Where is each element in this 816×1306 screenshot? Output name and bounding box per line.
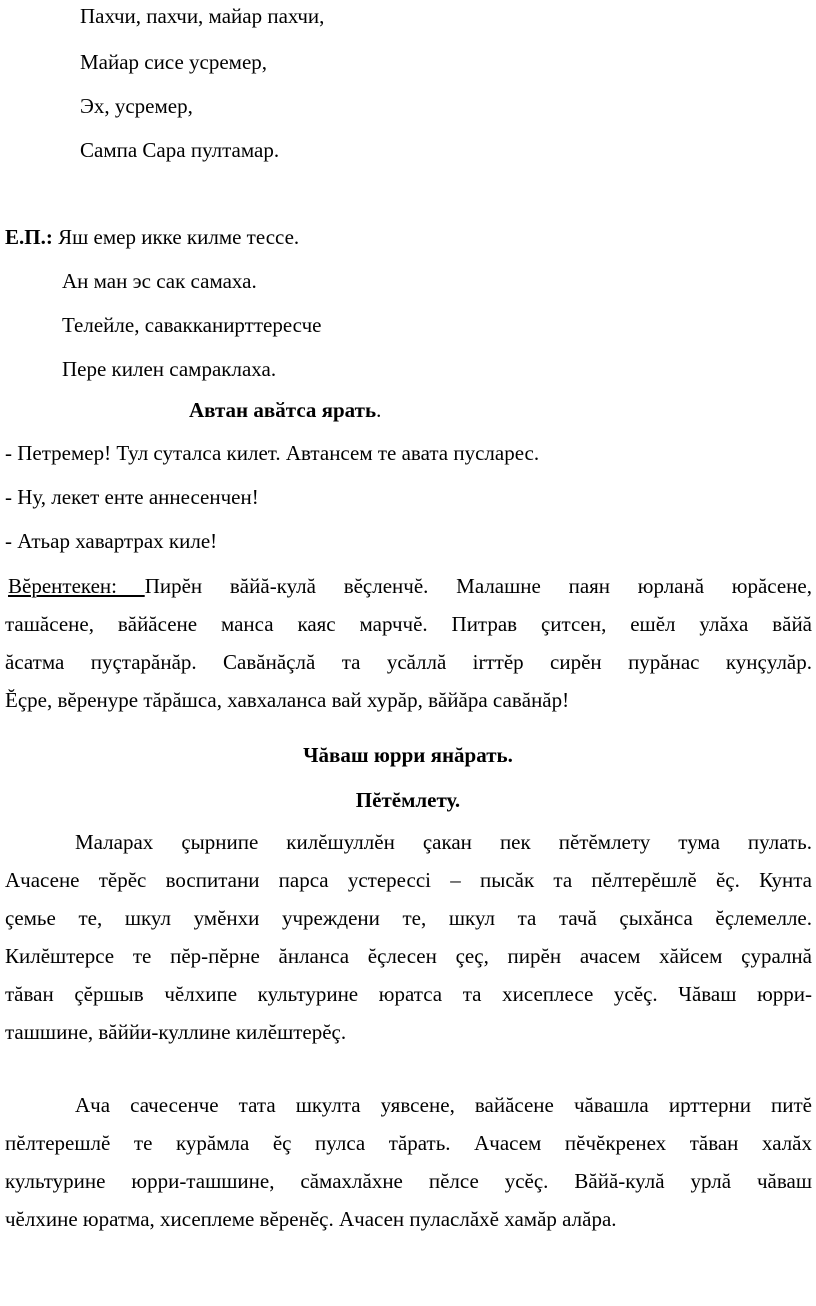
speaker-label: Е.П.:	[5, 225, 53, 249]
paragraph-line: тăван çĕршыв чĕлхипе культурине юратса та хисеплесе усĕç. Чăваш юрри-	[5, 982, 812, 1006]
speaker-line	[5, 225, 299, 249]
section-heading	[189, 398, 381, 422]
verse-line: Яш емер икке килме тессе.	[58, 225, 300, 249]
verse-line: Ан ман эс сак самаха.	[62, 269, 257, 293]
paragraph-line: çемье те, шкул умĕнхи учреждени те, шкул та тачă çыхăнса ĕçлемелле.	[5, 906, 812, 930]
heading-text: Автан авӑтса ярать	[189, 398, 377, 422]
verse-line: Телейле, савакканирттересче	[62, 313, 322, 337]
paragraph-line: ăсатма пуçтарăнăр. Савăнăçлă та усăллă irттĕр сирĕн пурăнас кунçулăр.	[5, 650, 812, 674]
heading-dot: .	[376, 398, 382, 422]
verse-line: Сампа Сара пултамар.	[80, 138, 280, 162]
paragraph-line: культурине юрри-ташшине, сăмахлăхне пĕлсе усĕç. Вăйă-кулă урлă чăваш	[5, 1169, 812, 1193]
paragraph-line: ташшине, вăййи-куллине килĕштерĕç.	[5, 1020, 347, 1044]
section-heading: Чăваш юрри янăрать.	[303, 743, 513, 767]
paragraph-line: Килĕштерсе те пĕр-пĕрне ăнланса ĕçлесен çеç, пирĕн ачасем хăйсем çуралнă	[5, 944, 812, 968]
summary-paragraph	[5, 1086, 812, 1238]
verse-line: Эх, усремер,	[80, 94, 193, 118]
summary-paragraph	[5, 823, 812, 1051]
verse-line: Майар сисе усремер,	[80, 50, 268, 74]
section-heading: Пĕтĕмлету.	[355, 788, 461, 812]
paragraph-line: ташăсене, вăйăсене манса каяс марччĕ. Питрав çитсен, ешĕл улăха вăйă	[5, 612, 812, 636]
paragraph-line: чĕлхине юратма, хисеплеме вĕренĕç. Ачасен пуласлăхĕ хамăр алăра.	[5, 1207, 617, 1231]
dialogue-line: - Ну, лекет енте аннесенчен!	[5, 485, 259, 509]
paragraph-line: Ачасене тĕрĕс воспитани парса устерессi – пысăк та пĕлтерĕшлĕ ĕç. Кунта	[5, 868, 812, 892]
paragraph-line: Вĕрентекен: Пирĕн вăйă-кулă вĕçленчĕ. Малашне паян юрланă юрăсене,	[8, 574, 812, 598]
dialogue-line: - Атьар хавартрах киле!	[5, 529, 218, 553]
teacher-label: Вĕрентекен:	[8, 574, 145, 598]
verse-line: Пере килен самраклаха.	[62, 357, 277, 381]
verse-line: Пахчи, пахчи, майар пахчи,	[80, 4, 325, 28]
paragraph-line: Ĕçре, вĕренуре тăрăшса, хавхаланса вай хурăр, вăйăра савăнăр!	[5, 688, 570, 712]
dialogue-line: - Петремер! Тул суталса килет. Автансем те авата пусларес.	[5, 441, 540, 465]
paragraph-line: пĕлтерешлĕ те курăмла ĕç пулса тăрать. Ачасем пĕчĕкренех тăван халăх	[5, 1131, 812, 1155]
teacher-paragraph	[5, 567, 812, 719]
paragraph-line: Маларах çырнипе килĕшуллĕн çакан пек пĕтĕмлету тума пулать.	[75, 830, 812, 854]
paragraph-line: Ача сачесенче тата шкулта уявсене, вайăсене чăвашла ирттерни питĕ	[75, 1093, 812, 1117]
